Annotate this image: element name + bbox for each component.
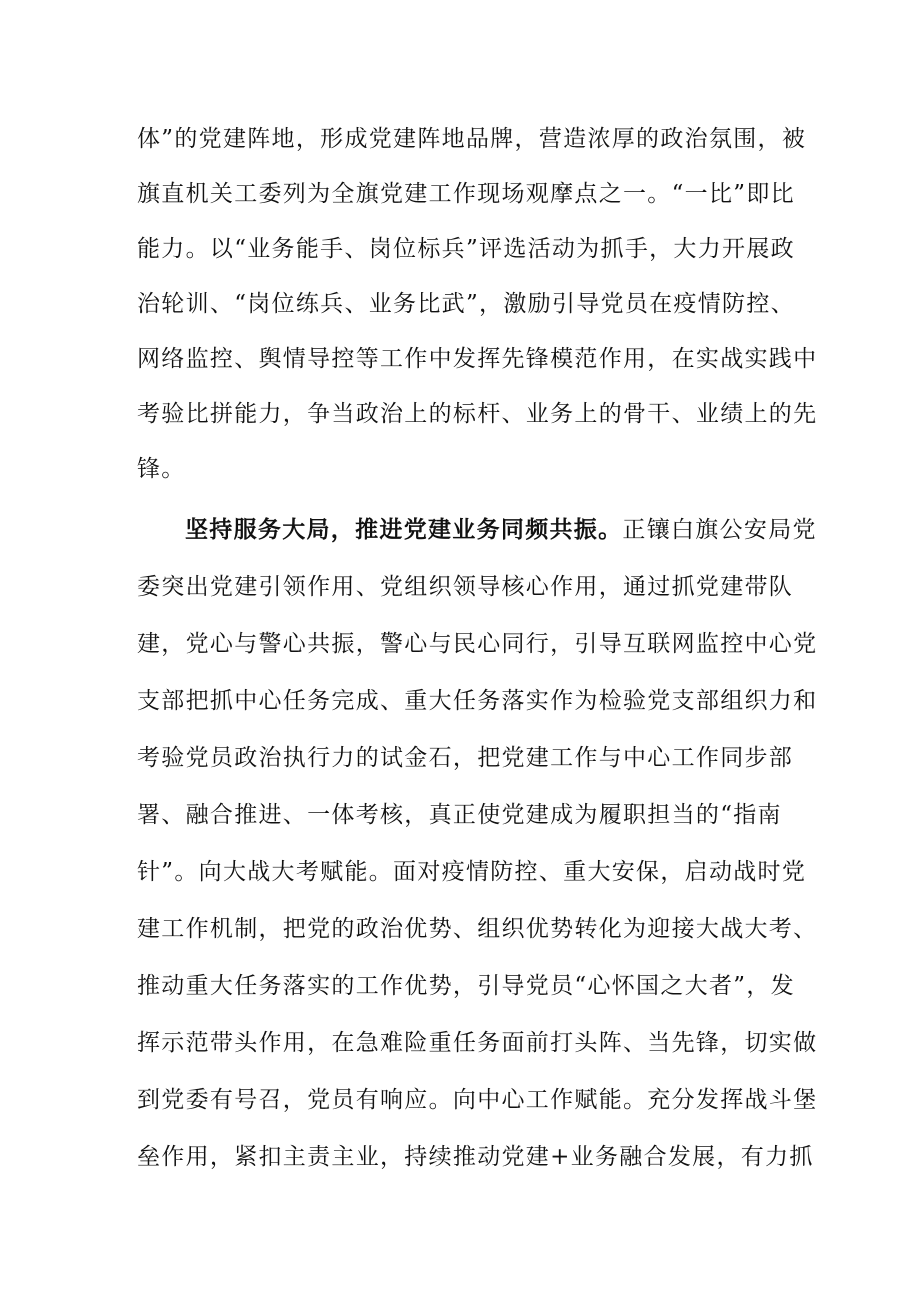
paragraph-1-line-2: 旗直机关工委列为全旗党建工作现场观摩点之一。“一比”即比 <box>137 181 795 207</box>
paragraph-2-line-5: 考验党员政治执行力的试金石，把党建工作与中心工作同步部 <box>137 745 794 771</box>
paragraph-1-line-6: 考验比拼能力，争当政治上的标杆、业务上的骨干、业绩上的先 <box>137 401 818 427</box>
paragraph-1-line-4: 治轮训、“岗位练兵、业务比武”，激励引导党员在疫情防控、 <box>137 291 795 317</box>
paragraph-1-line-1: 体”的党建阵地，形成党建阵地品牌，营造浓厚的政治氛围，被 <box>137 126 807 152</box>
paragraph-1-line-5: 网络监控、舆情导控等工作中发挥先锋模范作用，在实战实践中 <box>137 346 818 372</box>
paragraph-2-first-line-rest: 正镶白旗公安局党 <box>622 517 817 543</box>
paragraph-2-line-3: 建，党心与警心共振，警心与民心同行，引导互联网监控中心党 <box>137 631 818 657</box>
paragraph-2-line-2: 委突出党建引领作用、党组织领导核心作用，通过抓党建带队 <box>137 574 794 600</box>
paragraph-2-line-10: 挥示范带头作用，在急难险重任务面前打头阵、当先锋，切实做 <box>137 1030 818 1056</box>
paragraph-2-heading: 坚持服务大局，推进党建业务同频共振。 <box>185 517 623 543</box>
paragraph-2-line-6: 署、融合推进、一体考核，真正使党建成为履职担当的“指南 <box>137 802 782 828</box>
paragraph-2-line-12: 垒作用，紧扣主责主业，持续推动党建+业务融合发展，有力抓 <box>137 1144 814 1170</box>
paragraph-2-line-8: 建工作机制，把党的政治优势、组织优势转化为迎接大战大考、 <box>137 916 818 942</box>
paragraph-2-first-line <box>185 513 817 547</box>
paragraph-2-line-7: 针”。向大战大考赋能。面对疫情防控、重大安保，启动战时党 <box>137 859 807 885</box>
paragraph-2-line-9: 推动重大任务落实的工作优势，引导党员“心怀国之大者”，发 <box>137 973 795 999</box>
paragraph-1-line-7: 锋。 <box>137 456 186 482</box>
paragraph-2-line-11: 到党委有号召，党员有响应。向中心工作赋能。充分发挥战斗堡 <box>137 1087 818 1113</box>
paragraph-1-line-3: 能力。以“业务能手、岗位标兵”评选活动为抓手，大力开展政 <box>137 236 795 262</box>
paragraph-2-line-4: 支部把抓中心任务完成、重大任务落实作为检验党支部组织力和 <box>137 688 818 714</box>
